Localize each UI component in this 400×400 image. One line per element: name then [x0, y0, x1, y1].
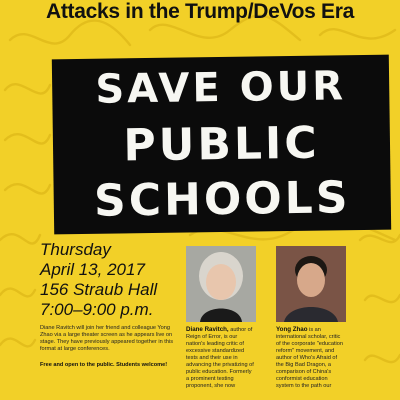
speaker-photo-zhao — [276, 246, 346, 322]
speaker-bio-ravitch — [186, 326, 256, 390]
event-day: Thursday — [40, 240, 111, 259]
speaker-name-zhao: Yong Zhao — [276, 326, 308, 333]
chalk-text-line-2: PUBLIC — [123, 117, 320, 172]
speaker-bio-text-zhao: is an international scholar, critic of the corporate "education reform" movement, and author of Who's Afraid of the Big Bad Dragon, a comparison of China's conformist education system to the path our — [276, 327, 343, 389]
speaker-bio-text-ravitch: author of Reign of Error, is our nation's leading critic of excessive standardized tests and their use in advancing the privatizing of public education. Formerly a prominent testing proponent, she now — [186, 327, 254, 389]
event-date: April 13, 2017 — [40, 260, 145, 279]
poster-headline: Attacks in the Trump/DeVos Era — [45, 0, 355, 23]
speaker-photo-ravitch — [186, 246, 256, 322]
event-time: 7:00–9:00 p.m. — [40, 300, 154, 319]
admission-note: Free and open to the public. Students welcome! — [40, 362, 168, 368]
event-description: Diane Ravitch will join her friend and colleague Yong Zhao via a large theater screen as he appears live on stage. They have previously appeared together in this format at large conferences. — [40, 325, 173, 352]
event-details — [40, 240, 180, 320]
speaker-name-ravitch: Diane Ravitch, — [186, 326, 229, 333]
chalkboard-banner — [52, 55, 391, 235]
chalk-text-line-1: SAVE OUR — [95, 63, 347, 113]
chalk-text-line-3: SCHOOLS — [93, 172, 351, 227]
speaker-bio-zhao — [276, 326, 346, 390]
event-location: 156 Straub Hall — [40, 280, 158, 299]
